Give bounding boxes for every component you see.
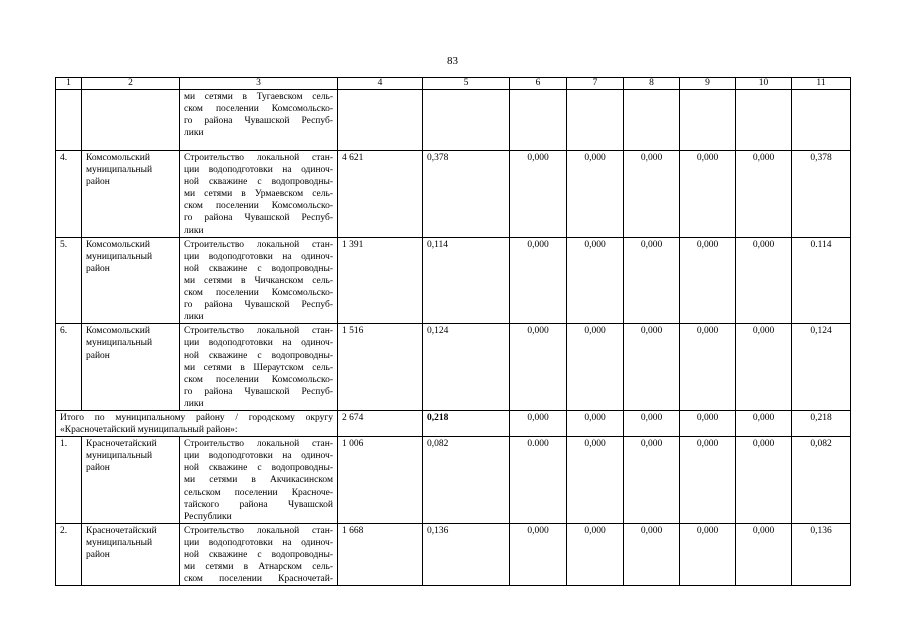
description-line: ми сетями в Чичканском сель- — [184, 275, 333, 286]
amount-cell-c9: 0,000 — [680, 151, 736, 238]
description-line: сельском поселении Красноче- — [184, 487, 333, 498]
amount-cell-c9: 0,000 — [680, 237, 736, 324]
column-number-header: 3 — [180, 78, 338, 90]
amount-total-cell: 0,114 — [423, 237, 510, 324]
amount-cell-c8: 0,000 — [624, 151, 680, 238]
amount-cell-c10: 0,000 — [736, 237, 792, 324]
capacity-cell: 1 391 — [338, 237, 423, 324]
amount-cell-c9: 0,000 — [680, 410, 736, 436]
capacity-cell: 1 006 — [338, 437, 423, 524]
description-line: Строительство локальной стан- — [184, 239, 333, 250]
total-row — [56, 410, 851, 436]
amount-total-cell: 0,124 — [423, 324, 510, 411]
description-line: ной скважине с водопроводны- — [184, 263, 333, 274]
amount-cell-c7: 0,000 — [567, 437, 624, 524]
description-line: го района Чувашской Респуб- — [184, 300, 333, 311]
amount-cell-c10 — [736, 90, 792, 151]
table-row — [56, 437, 851, 524]
description-line: ми сетями в Урмаевском сель- — [184, 189, 333, 200]
amount-cell-c7: 0,000 — [567, 151, 624, 238]
amount-cell-c10: 0,000 — [736, 437, 792, 524]
column-number-header: 8 — [624, 78, 680, 90]
amount-total-cell — [423, 410, 510, 436]
amount-total-cell: 0,136 — [423, 523, 510, 585]
description-line: ции водоподготовки на одиноч- — [184, 251, 333, 262]
table-row — [56, 151, 851, 238]
description-line: ции водоподготовки на одиноч- — [184, 165, 333, 176]
description-line: лики — [184, 398, 204, 409]
description-line: ми сетями в Тугаевском сель- — [184, 92, 333, 102]
description-line: ции водоподготовки на одиноч- — [184, 451, 333, 462]
column-number-header: 5 — [423, 78, 510, 90]
district-cell — [82, 90, 180, 151]
description-line: ском поселении Комсомольско- — [184, 104, 333, 115]
district-cell — [82, 437, 180, 524]
amount-total-cell: 0,082 — [423, 437, 510, 524]
district-line: район — [86, 177, 110, 188]
amount-cell-c11: 0,124 — [792, 324, 851, 411]
capacity-cell — [338, 90, 423, 151]
amount-cell-c11: 0,082 — [792, 437, 851, 524]
district-line: Комсомольский — [86, 326, 150, 337]
table-row — [56, 523, 851, 585]
description-line: Строительство локальной стан- — [184, 326, 333, 337]
description-line: го района Чувашской Респуб- — [184, 116, 333, 127]
amount-cell-c6: 0,000 — [510, 151, 567, 238]
description-line: ском поселении Красночетай- — [184, 574, 333, 585]
description-line: ной скважине с водопроводны- — [184, 463, 333, 474]
district-line: район — [86, 263, 110, 274]
amount-cell-c6: 0,000 — [510, 523, 567, 585]
district-line: муниципальный — [86, 537, 153, 548]
district-line: район — [86, 350, 110, 361]
column-number-header: 4 — [338, 78, 423, 90]
amount-cell-c10: 0,000 — [736, 151, 792, 238]
description-line: ции водоподготовки на одиноч- — [184, 537, 333, 548]
district-line: муниципальный — [86, 165, 153, 176]
district-line: муниципальный — [86, 338, 153, 349]
amount-cell-c7: 0,000 — [567, 237, 624, 324]
column-number-header: 2 — [82, 78, 180, 90]
district-line: муниципальный — [86, 451, 153, 462]
description-line: ми сетями в Атнарском сель- — [184, 562, 333, 573]
district-cell — [82, 523, 180, 585]
page-number: 83 — [447, 55, 458, 67]
table-row — [56, 324, 851, 411]
amount-cell-c8: 0,000 — [624, 324, 680, 411]
column-number-header: 9 — [680, 78, 736, 90]
amount-cell-c8: 0,000 — [624, 237, 680, 324]
description-line: ной скважине с водопроводны- — [184, 177, 333, 188]
amount-cell-c6 — [510, 90, 567, 151]
description-line: ми сетями в Шераутском сель- — [184, 362, 333, 373]
amount-cell-c9: 0,000 — [680, 523, 736, 585]
table-body — [56, 78, 851, 586]
description-line: ском поселении Комсомольско- — [184, 288, 333, 299]
project-description-cell — [180, 90, 338, 151]
amount-cell-c10: 0,000 — [736, 324, 792, 411]
amount-cell-c10: 0,000 — [736, 410, 792, 436]
column-number-header: 6 — [510, 78, 567, 90]
description-line: Строительство локальной стан- — [184, 439, 333, 450]
amount-cell-c8: 0,000 — [624, 437, 680, 524]
total-label-line: «Красночетайский муниципальный район»: — [60, 425, 238, 436]
project-description-cell — [180, 151, 338, 238]
project-description-cell — [180, 237, 338, 324]
district-line: Комсомольский — [86, 153, 150, 163]
amount-cell-c7: 0,000 — [567, 410, 624, 436]
district-cell — [82, 324, 180, 411]
total-label-cell — [56, 410, 338, 436]
column-number-header: 7 — [567, 78, 624, 90]
capacity-cell: 1 516 — [338, 324, 423, 411]
row-number-cell: 1. — [56, 437, 82, 524]
column-number-header-row — [56, 78, 851, 90]
column-number-header: 1 — [56, 78, 82, 90]
district-line: муниципальный — [86, 251, 153, 262]
amount-cell-c7: 0,000 — [567, 324, 624, 411]
district-line: Красночетайский — [86, 525, 157, 536]
description-line: Строительство локальной стан- — [184, 153, 333, 163]
description-line: ной скважине с водопроводны- — [184, 550, 333, 560]
amount-cell-c7 — [567, 90, 624, 151]
row-number-cell: 6. — [56, 324, 82, 411]
description-line: лики — [184, 225, 204, 236]
amount-cell-c9: 0,000 — [680, 324, 736, 411]
description-line: Республики — [184, 511, 232, 522]
amount-cell-c11: 0.114 — [792, 237, 851, 324]
project-description-cell — [180, 324, 338, 411]
description-line: лики — [184, 128, 204, 139]
description-line: Строительство локальной стан- — [184, 525, 333, 536]
district-line: район — [86, 463, 110, 474]
amount-cell-c6: 0,000 — [510, 410, 567, 436]
description-line: го района Чувашской Респуб- — [184, 386, 333, 397]
total-label-line: Итого по муниципальному району / городскому округу — [60, 412, 333, 423]
amount-cell-c8 — [624, 90, 680, 151]
amount-cell-c11: 0,218 — [792, 410, 851, 436]
financing-table — [55, 77, 851, 586]
amount-cell-c10: 0,000 — [736, 523, 792, 585]
amount-cell-c11: 0,378 — [792, 151, 851, 238]
amount-total-cell — [423, 90, 510, 151]
description-line: ском поселении Комсомольско- — [184, 201, 333, 212]
district-line: Комсомольский — [86, 239, 150, 250]
amount-cell-c7: 0,000 — [567, 523, 624, 585]
row-number-cell: 4. — [56, 151, 82, 238]
amount-total-cell: 0,378 — [423, 151, 510, 238]
amount-cell-c11 — [792, 90, 851, 151]
description-line: тайского района Чувашской — [184, 499, 333, 510]
description-line: го района Чувашской Респуб- — [184, 213, 333, 224]
row-number-cell: 2. — [56, 523, 82, 585]
row-number-cell: 5. — [56, 237, 82, 324]
description-line: ми сетями в Акчикасинском — [184, 475, 333, 486]
district-line: Красночетайский — [86, 439, 157, 450]
capacity-cell: 1 668 — [338, 523, 423, 585]
table-row — [56, 237, 851, 324]
project-description-cell — [180, 437, 338, 524]
district-line: район — [86, 550, 110, 560]
amount-cell-c6: 0,000 — [510, 324, 567, 411]
description-line: лики — [184, 312, 204, 323]
description-line: ском поселении Комсомольско- — [184, 374, 333, 385]
amount-cell-c11: 0,136 — [792, 523, 851, 585]
column-number-header: 11 — [792, 78, 851, 90]
district-cell — [82, 237, 180, 324]
amount-cell-c9 — [680, 90, 736, 151]
amount-cell-c6: 0,000 — [510, 237, 567, 324]
description-line: ции водоподготовки на одиноч- — [184, 338, 333, 349]
amount-cell-c9: 0,000 — [680, 437, 736, 524]
description-line: ной скважине с водопроводны- — [184, 350, 333, 361]
amount-cell-c8: 0,000 — [624, 410, 680, 436]
column-number-header: 10 — [736, 78, 792, 90]
capacity-cell: 4 621 — [338, 151, 423, 238]
project-description-cell — [180, 523, 338, 585]
amount-cell-c8: 0,000 — [624, 523, 680, 585]
district-cell — [82, 151, 180, 238]
amount-cell-c6: 0.000 — [510, 437, 567, 524]
amount-total-value: 0,218 — [427, 412, 449, 423]
row-number-cell — [56, 90, 82, 151]
capacity-cell: 2 674 — [338, 410, 423, 436]
table-row — [56, 90, 851, 151]
